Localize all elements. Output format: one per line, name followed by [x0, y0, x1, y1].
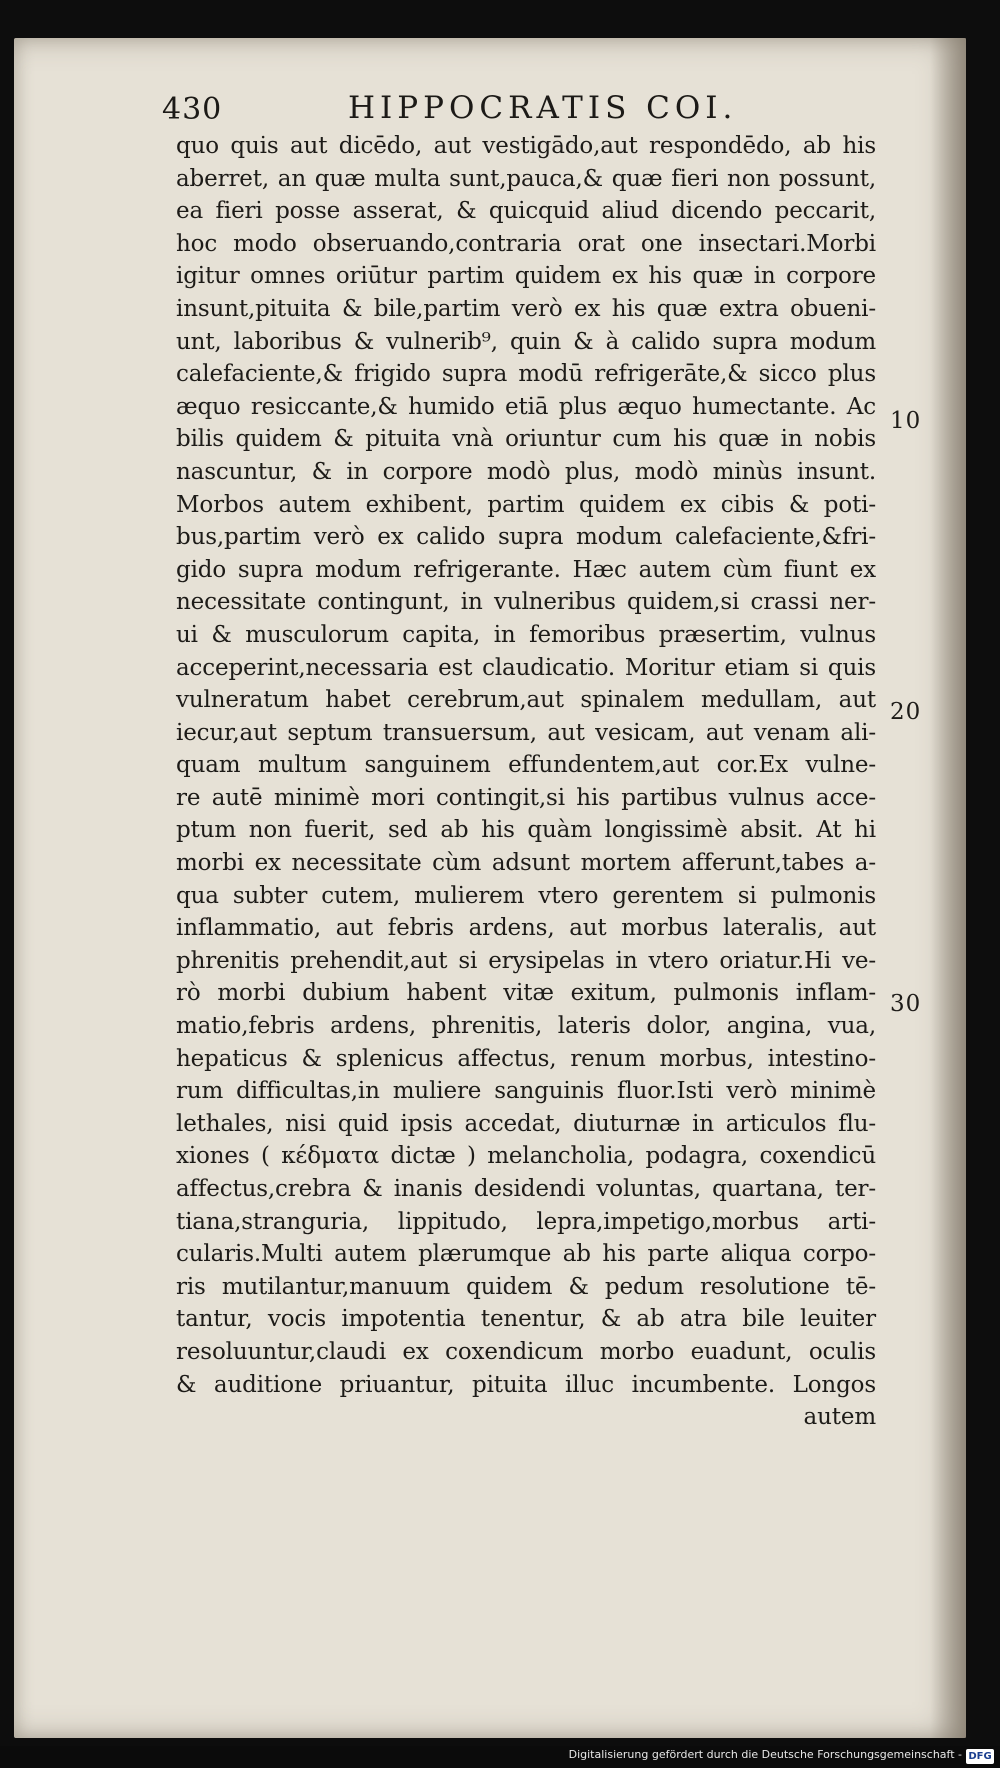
text-line: qua subter cutem, mulierem vtero gerentem si pulmonis [176, 882, 876, 909]
text-line: necessitate contingunt, in vulneribus quidem,si crassi ner- [176, 589, 876, 616]
text-line: bilis quidem & pituita vnà oriuntur cum his quæ in nobis [176, 426, 876, 453]
text-line: & auditione priuantur, pituita illuc incumbente. Longos [176, 1371, 876, 1398]
text-line: lethales, nisi quid ipsis accedat, diuturnæ in articulos flu- [176, 1110, 876, 1137]
text-line: ea fieri posse asserat, & quicquid aliud dicendo peccarit, [176, 198, 876, 225]
text-line: phrenitis prehendit,aut si erysipelas in vtero oriatur.Hi ve- [176, 947, 876, 974]
footer-strip [0, 1746, 1000, 1768]
text-line: matio,febris ardens, phrenitis, lateris dolor, angina, vua, [176, 1013, 876, 1040]
running-title: HIPPOCRATIS COI. [348, 90, 738, 126]
text-line: xiones ( κέδματα dictæ ) melancholia, podagra, coxendicū [176, 1143, 876, 1170]
text-line: rò morbi dubium habent vitæ exitum, pulmonis inflam- [176, 980, 876, 1007]
margin-line-numbers [890, 0, 960, 1768]
margin-number-20: 20 [890, 699, 922, 725]
margin-number-10: 10 [890, 408, 922, 434]
text-line: gido supra modum refrigerante. Hæc autem cùm fiunt ex [176, 556, 876, 583]
text-line: hepaticus & splenicus affectus, renum morbus, intestino- [176, 1045, 876, 1072]
text-line: vulneratum habet cerebrum,aut spinalem medullam, aut [176, 687, 876, 714]
text-line: hoc modo obseruando,contraria orat one insectari.Morbi [176, 230, 876, 257]
text-line: aberret, an quæ multa sunt,pauca,& quæ fieri non possunt, [176, 165, 876, 192]
text-line: insunt,pituita & bile,partim verò ex his quæ extra obueni- [176, 295, 876, 322]
text-line: acceperint,necessaria est claudicatio. Moritur etiam si quis [176, 654, 876, 681]
text-line: unt, laboribus & vulnerib⁹, quin & à calido supra modum [176, 328, 876, 355]
digitization-credit: Digitalisierung gefördert durch die Deutsche Forschungsgemeinschaft - [568, 1748, 962, 1761]
text-line: autem [803, 1404, 876, 1431]
text-line: tantur, vocis impotentia tenentur, & ab atra bile leuiter [176, 1306, 876, 1333]
text-line: rum difficultas,in muliere sanguinis fluor.Isti verò minimè [176, 1078, 876, 1105]
dfg-logo: DFG [966, 1749, 994, 1764]
text-line: iecur,aut septum transuersum, aut vesicam, aut venam ali- [176, 719, 876, 746]
text-line: igitur omnes oriūtur partim quidem ex his quæ in corpore [176, 263, 876, 290]
text-line: quam multum sanguinem effundentem,aut cor.Ex vulne- [176, 752, 876, 779]
text-line: ui & musculorum capita, in femoribus præsertim, vulnus [176, 621, 876, 648]
text-line: æquo resiccante,& humido etiā plus æquo humectante. Ac [176, 393, 876, 420]
text-line: re autē minimè mori contingit,si his partibus vulnus acce- [176, 784, 876, 811]
page-number: 430 [162, 92, 223, 127]
text-line: morbi ex necessitate cùm adsunt mortem afferunt,tabes a- [176, 850, 876, 877]
main-text [176, 130, 876, 1434]
text-line: Morbos autem exhibent, partim quidem ex cibis & poti- [176, 491, 876, 518]
running-head [148, 84, 838, 128]
text-line: cularis.Multi autem plærumque ab his parte aliqua corpo- [176, 1241, 876, 1268]
text-line: ris mutilantur,manuum quidem & pedum resolutione tē- [176, 1273, 876, 1300]
text-line: inflammatio, aut febris ardens, aut morbus lateralis, aut [176, 915, 876, 942]
margin-number-30: 30 [890, 991, 922, 1017]
text-line: bus,partim verò ex calido supra modum calefaciente,&fri- [176, 524, 876, 551]
text-line: ptum non fuerit, sed ab his quàm longissimè absit. At hi [176, 817, 876, 844]
text-line: resoluuntur,claudi ex coxendicum morbo euadunt, oculis [176, 1338, 876, 1365]
text-line: calefaciente,& frigido supra modū refrigerāte,& sicco plus [176, 361, 876, 388]
text-line: affectus,crebra & inanis desidendi voluntas, quartana, ter- [176, 1176, 876, 1202]
text-line: quo quis aut dicēdo, aut vestigādo,aut respondēdo, ab his [176, 133, 876, 159]
text-line: nascuntur, & in corpore modò plus, modò minùs insunt. [176, 458, 876, 485]
text-line: tiana,stranguria, lippitudo, lepra,impetigo,morbus arti- [176, 1208, 876, 1235]
